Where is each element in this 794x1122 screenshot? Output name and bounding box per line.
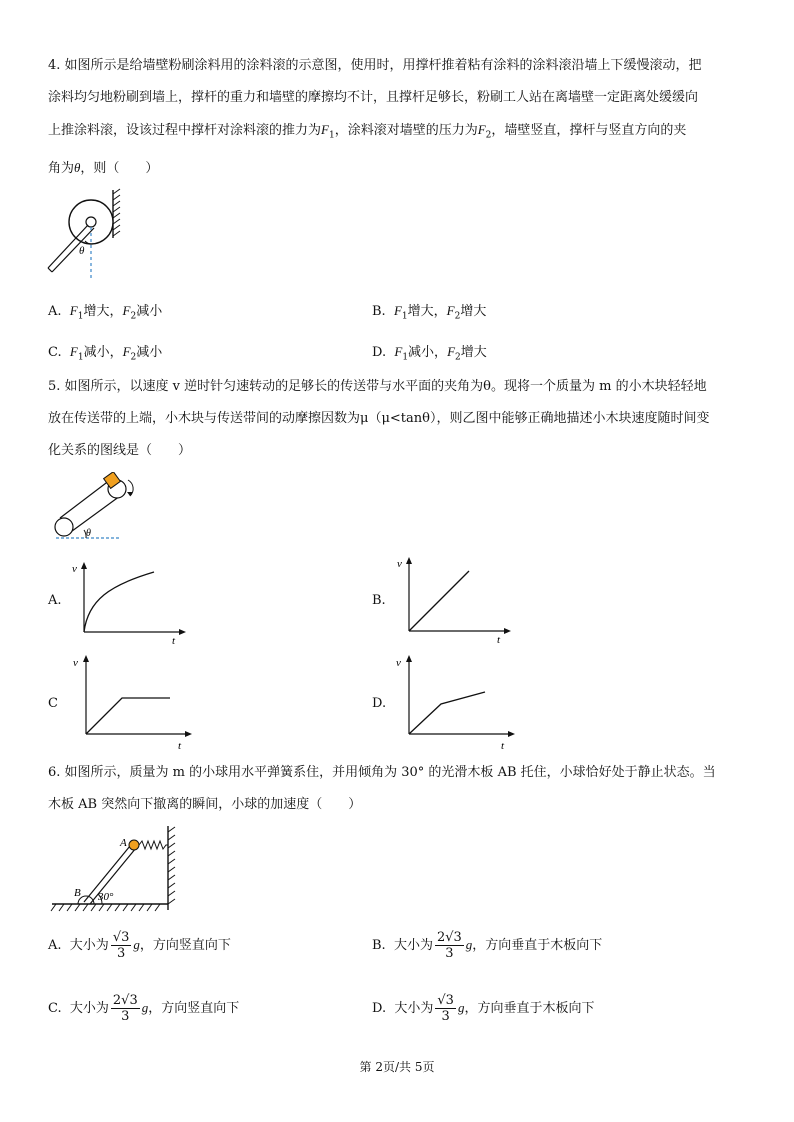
q5-graph-a <box>70 560 190 646</box>
q6-option-a[interactable]: A. 大小为 $\frac{√3}{3}$ g，方向竖直向下 <box>48 930 231 961</box>
q4-option-c[interactable]: C. $F_1$减小，$F_2$减小 <box>48 344 163 363</box>
q5-stem <box>48 371 748 467</box>
q6-spring-figure <box>48 824 188 916</box>
q5-line1: 5. 如图所示，以速度 v 逆时针匀速转动的足够长的传送带与水平面的夹角为θ。现将一个质量为 m 的小木块轻轻地 <box>48 379 707 394</box>
q5-graph-b <box>395 555 515 645</box>
q5-graph-c-v: v <box>73 657 78 669</box>
q6-option-b[interactable]: B. 大小为 $\frac{2√3}{3}$ g，方向垂直于木板向下 <box>372 930 603 961</box>
q6-option-c[interactable]: C. 大小为 $\frac{2√3}{3}$ g，方向竖直向下 <box>48 993 240 1024</box>
q5-fig-theta: θ <box>86 528 91 539</box>
q6-line2: 木板 AB 突然向下撤离的瞬间，小球的加速度（ ） <box>48 797 362 812</box>
q5-graph-d-v: v <box>396 657 401 669</box>
q5-graph-a-v: v <box>72 563 77 575</box>
q6-fig-label-a: A <box>120 837 127 849</box>
q5-option-d[interactable]: D. <box>372 696 387 711</box>
q4-option-a[interactable]: A. $F_1$增大，$F_2$减小 <box>48 303 163 322</box>
page-footer: 第 2页/共 5页 <box>359 1060 435 1074</box>
q4-fig-theta: θ <box>79 245 85 257</box>
q5-graph-c-t: t <box>178 740 182 752</box>
q6-c-fraction: $\frac{2√3}{3}$ <box>112 993 138 1024</box>
q5-graph-b-v: v <box>397 558 402 570</box>
q6-fig-label-b: B <box>74 887 81 899</box>
q4-line4: 角为θ，则（ ） <box>48 159 159 176</box>
q5-line2: 放在传送带的上端，小木块与传送带间的动摩擦因数为μ（μ<tanθ），则乙图中能够正确地描述小木块速度随时间变 <box>48 411 710 426</box>
q5-option-a[interactable]: A. <box>48 593 62 608</box>
q6-d-fraction: $\frac{√3}{3}$ <box>437 993 454 1024</box>
q4-option-d[interactable]: D. $F_1$减小，$F_2$增大 <box>372 344 487 363</box>
q5-graph-d <box>393 652 518 752</box>
q6-a-fraction: $\frac{√3}{3}$ <box>112 930 130 961</box>
q6-stem <box>48 757 748 821</box>
q5-line3: 化关系的图线是（ ） <box>48 443 192 458</box>
q4-line2: 涂料均匀地粉刷到墙上，撑杆的重力和墙壁的摩擦均不计，且撑杆足够长，粉刷工人站在离墙壁一定距离处缓缓向 <box>48 90 699 105</box>
q5-graph-a-t: t <box>172 635 176 646</box>
q5-conveyor-figure <box>44 472 154 542</box>
q5-graph-b-t: t <box>497 634 501 645</box>
q4-line1: 4. 如图所示是给墙壁粉刷涂料用的涂料滚的示意图，使用时，用撑杆推着粘有涂料的涂料滚沿墙上下缓慢滚动，把 <box>48 58 702 73</box>
q5-option-c[interactable]: C <box>48 696 58 711</box>
q6-b-fraction: $\frac{2√3}{3}$ <box>436 930 462 961</box>
q6-fig-angle: 30° <box>98 891 114 903</box>
q5-graph-d-t: t <box>501 740 505 752</box>
q4-option-b[interactable]: B. $F_1$增大，$F_2$增大 <box>372 303 487 322</box>
q5-option-b[interactable]: B. <box>372 593 386 608</box>
q5-graph-c <box>70 652 195 752</box>
q4-stem <box>48 50 748 185</box>
q6-option-d[interactable]: D. 大小为 $\frac{√3}{3}$ g，方向垂直于木板向下 <box>372 993 595 1024</box>
q6-line1: 6. 如图所示，质量为 m 的小球用水平弹簧系住，并用倾角为 30° 的光滑木板 AB 托住，小球恰好处于静止状态。当 <box>48 765 716 780</box>
q4-line3: 上推涂料滚，设该过程中撑杆对涂料滚的推力为$F_1$，涂料滚对墙壁的压力为$F_2$，墙壁竖直，撑杆与竖直方向的夹 <box>48 122 687 141</box>
q4-roller-figure <box>44 188 134 280</box>
